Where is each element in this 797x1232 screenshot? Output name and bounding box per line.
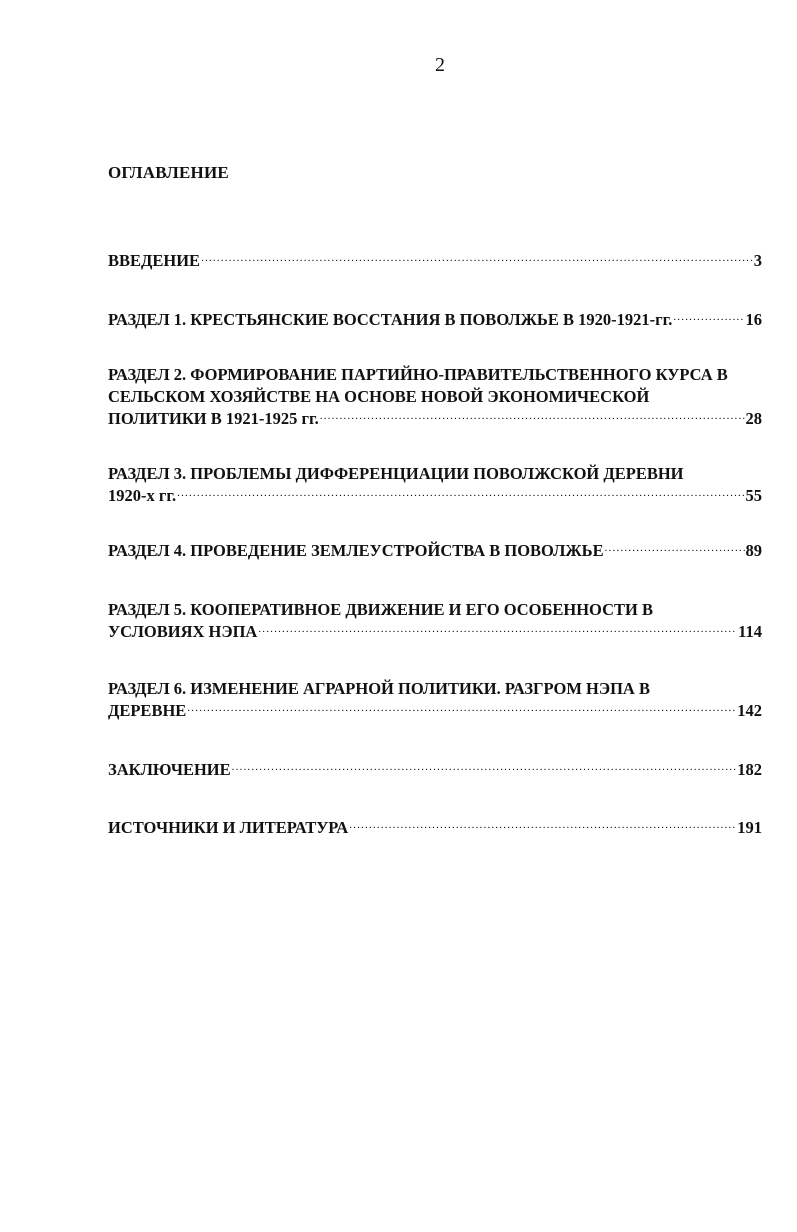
toc-entry-section-6[interactable]	[108, 678, 762, 722]
toc-entry-line	[108, 817, 762, 839]
toc-entry-line	[108, 309, 762, 331]
toc-entry-title: ИСТОЧНИКИ И ЛИТЕРАТУРА	[108, 818, 349, 837]
dot-leader	[320, 410, 745, 424]
toc-entry-line	[108, 408, 762, 430]
toc-entry-page: 89	[745, 541, 762, 560]
page-number: 2	[435, 54, 445, 76]
toc-entry-page: 191	[737, 818, 762, 837]
toc-entry-line	[108, 540, 762, 562]
dot-leader	[349, 819, 736, 833]
toc-entry-title: ЗАКЛЮЧЕНИЕ	[108, 760, 231, 779]
toc-entry-title: ПОЛИТИКИ В 1921-1925 гг.	[108, 409, 319, 428]
toc-entry-conclusion[interactable]	[108, 759, 762, 781]
dot-leader	[177, 487, 744, 501]
toc-entry-title: ДЕРЕВНЕ	[108, 701, 187, 720]
toc-entry-section-1[interactable]	[108, 309, 762, 331]
toc-entry-page: 114	[738, 622, 762, 641]
toc-entry-section-2[interactable]	[108, 364, 762, 430]
dot-leader	[258, 623, 737, 637]
dot-leader	[232, 761, 737, 775]
toc-entry-line	[108, 485, 762, 507]
toc-entry-title: ВВЕДЕНИЕ	[108, 251, 201, 270]
toc-entry-title-line: РАЗДЕЛ 3. ПРОБЛЕМЫ ДИФФЕРЕНЦИАЦИИ ПОВОЛЖСКОЙ ДЕРЕВНИ	[108, 464, 684, 483]
toc-entry-title: 1920-х гг.	[108, 486, 177, 505]
toc-entry-title-line: СЕЛЬСКОМ ХОЗЯЙСТВЕ НА ОСНОВЕ НОВОЙ ЭКОНОМИЧЕСКОЙ	[108, 387, 650, 406]
dot-leader	[201, 252, 753, 266]
toc-entry-page: 142	[737, 701, 762, 720]
toc-entry-line	[108, 621, 762, 643]
toc-entry-title: РАЗДЕЛ 1. КРЕСТЬЯНСКИЕ ВОССТАНИЯ В ПОВОЛЖЬЕ В 1920-1921-гг.	[108, 310, 673, 329]
toc-entry-page: 16	[745, 310, 762, 329]
toc-entry-page: 28	[745, 409, 762, 428]
dot-leader	[187, 702, 736, 716]
toc-entry-page: 182	[737, 760, 762, 779]
toc-title: ОГЛАВЛЕНИЕ	[108, 163, 229, 182]
dot-leader	[673, 311, 744, 325]
toc-entry-title: УСЛОВИЯХ НЭПА	[108, 622, 258, 641]
toc-entry-section-5[interactable]	[108, 599, 762, 643]
toc-entry-title-line: РАЗДЕЛ 6. ИЗМЕНЕНИЕ АГРАРНОЙ ПОЛИТИКИ. РАЗГРОМ НЭПА В	[108, 679, 650, 698]
dot-leader	[605, 542, 745, 556]
toc-entry-section-4[interactable]	[108, 540, 762, 562]
toc-entry-page: 3	[753, 251, 762, 270]
toc-entry-title-line: РАЗДЕЛ 5. КООПЕРАТИВНОЕ ДВИЖЕНИЕ И ЕГО ОСОБЕННОСТИ В	[108, 600, 653, 619]
toc-entry-line	[108, 700, 762, 722]
toc-entry-line	[108, 250, 762, 272]
toc-entry-page: 55	[745, 486, 762, 505]
toc-entry-title: РАЗДЕЛ 4. ПРОВЕДЕНИЕ ЗЕМЛЕУСТРОЙСТВА В ПОВОЛЖЬЕ	[108, 541, 604, 560]
toc-entry-section-3[interactable]	[108, 463, 762, 507]
toc-entry-sources[interactable]	[108, 817, 762, 839]
toc-entry-introduction[interactable]	[108, 250, 762, 272]
toc-entry-title-line: РАЗДЕЛ 2. ФОРМИРОВАНИЕ ПАРТИЙНО-ПРАВИТЕЛЬСТВЕННОГО КУРСА В	[108, 365, 728, 384]
toc-entry-line	[108, 759, 762, 781]
